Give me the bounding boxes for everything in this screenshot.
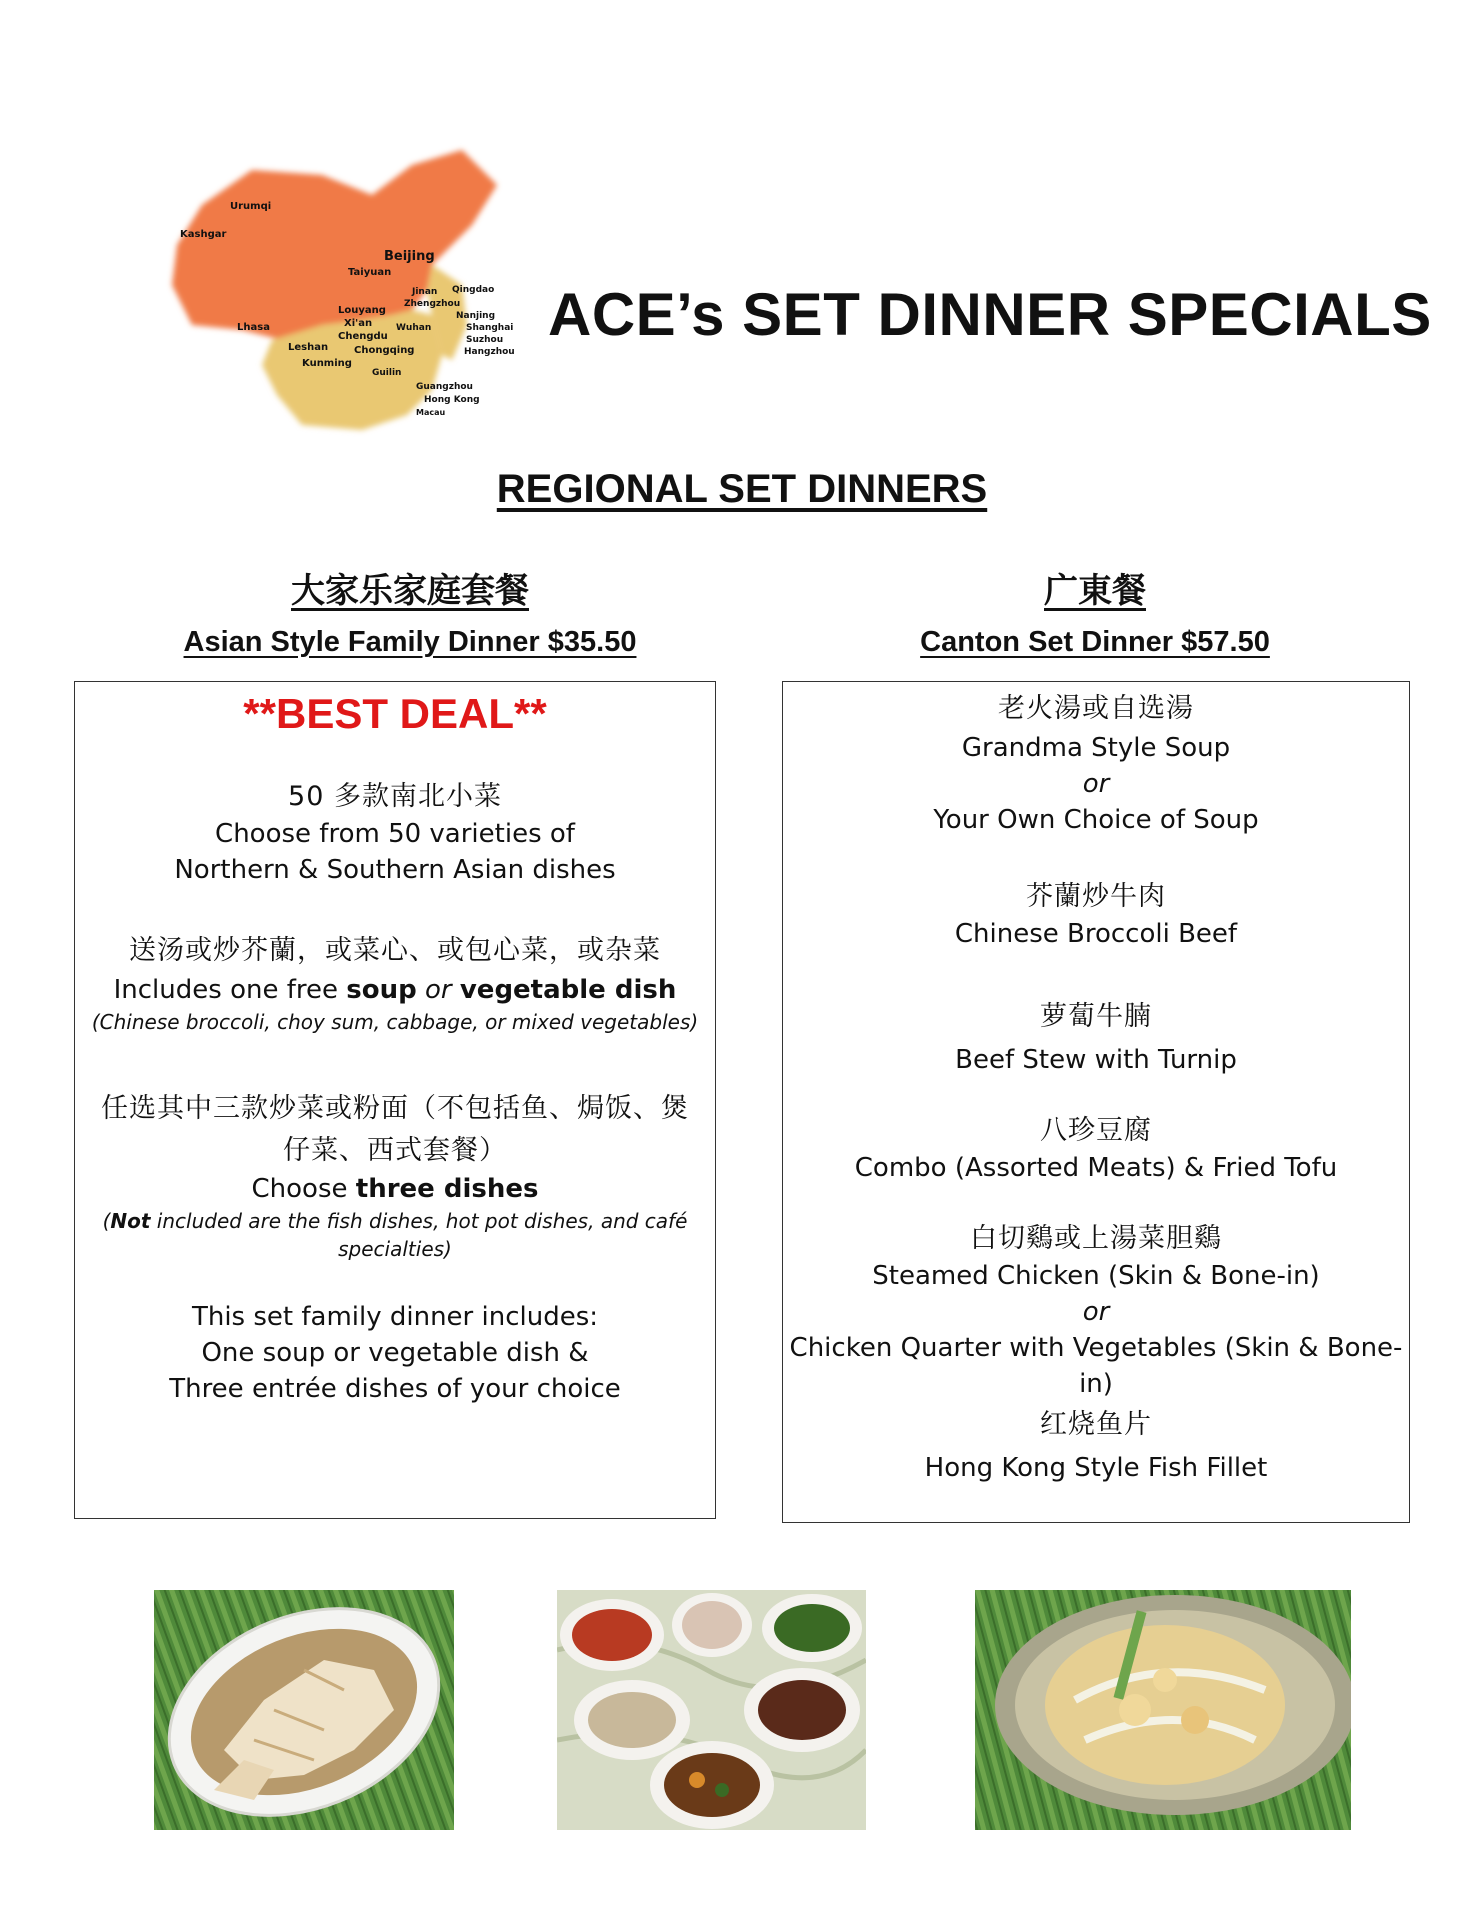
beef-stew-en: Beef Stew with Turnip xyxy=(955,1045,1237,1075)
item-tofu xyxy=(783,1112,1409,1186)
map-city-label: Leshan xyxy=(288,342,329,353)
canton-dinner-title-en: Canton Set Dinner $57.50 xyxy=(920,626,1270,658)
item-chicken xyxy=(783,1220,1409,1402)
three-dishes-zh-1: 任选其中三款炒菜或粉面（不包括鱼、焗饭、煲 xyxy=(101,1093,689,1124)
canton-dinner-heading xyxy=(775,563,1415,659)
item-soup xyxy=(783,690,1409,838)
map-city-label: Hong Kong xyxy=(424,395,480,405)
family-dinner-box xyxy=(74,681,716,1519)
item-beef-stew xyxy=(783,998,1409,1078)
fish-en: Hong Kong Style Fish Fillet xyxy=(924,1453,1268,1483)
broccoli-beef-zh: 芥蘭炒牛肉 xyxy=(1026,881,1166,912)
map-city-label: Lhasa xyxy=(237,322,270,333)
family-dinner-title-zh: 大家乐家庭套餐 xyxy=(291,572,529,610)
map-city-label: Chongqing xyxy=(354,345,415,356)
map-city-label: Guilin xyxy=(372,368,402,378)
chicken-or: or xyxy=(1082,1297,1110,1327)
three-dishes-en-pre: Choose xyxy=(251,1174,356,1204)
soup-en-2: Your Own Choice of Soup xyxy=(933,805,1259,835)
section-title xyxy=(0,467,1484,512)
map-city-label: Nanjing xyxy=(456,311,496,321)
soup-zh: 老火湯或自选湯 xyxy=(998,693,1194,724)
free-soup-en-soup: soup xyxy=(346,975,417,1005)
three-dishes-note-2: specialties) xyxy=(338,1237,452,1261)
steamed-chicken-photo xyxy=(154,1590,454,1830)
three-dishes-en xyxy=(75,1171,715,1207)
tofu-zh: 八珍豆腐 xyxy=(1040,1115,1152,1146)
best-deal-badge: **BEST DEAL** xyxy=(243,690,547,737)
block-choose-varieties xyxy=(75,778,715,888)
canton-dinner-title-zh: 广東餐 xyxy=(1044,572,1146,610)
map-city-label: Urumqi xyxy=(230,201,272,212)
family-dinner-title-en: Asian Style Family Dinner $35.50 xyxy=(183,626,637,658)
broccoli-beef-en: Chinese Broccoli Beef xyxy=(954,919,1238,949)
includes-line-2: One soup or vegetable dish & xyxy=(201,1338,589,1368)
map-city-label: Chengdu xyxy=(338,331,388,342)
three-dishes-note-open: ( xyxy=(102,1209,111,1233)
three-dishes-zh-2: 仔菜、西式套餐） xyxy=(283,1135,507,1166)
varieties-en-1: Choose from 50 varieties of xyxy=(215,819,575,849)
page-title: ACE’s SET DINNER SPECIALS xyxy=(548,281,1432,348)
includes-line-1: This set family dinner includes: xyxy=(191,1302,599,1332)
free-soup-en-or: or xyxy=(424,975,452,1005)
free-soup-en-veg: vegetable dish xyxy=(459,975,677,1005)
map-city-label: Suzhou xyxy=(466,335,504,345)
fish-zh: 红烧鱼片 xyxy=(1040,1409,1152,1440)
map-city-labels xyxy=(162,125,532,447)
three-dishes-note xyxy=(75,1207,715,1235)
map-city-label: Zhengzhou xyxy=(404,299,461,309)
map-city-label: Louyang xyxy=(338,305,386,316)
map-city-label: Beijing xyxy=(384,249,435,264)
item-fish xyxy=(783,1406,1409,1486)
map-city-label: Xi'an xyxy=(344,318,373,329)
free-soup-en-pre: Includes one free xyxy=(113,975,347,1005)
beef-stew-zh: 萝蔔牛腩 xyxy=(1040,1001,1152,1032)
free-soup-note: (Chinese broccoli, choy sum, cabbage, or mixed vegetables) xyxy=(91,1010,699,1034)
map-city-label: Taiyuan xyxy=(348,267,392,278)
free-soup-en xyxy=(75,972,715,1008)
map-city-label: Kashgar xyxy=(180,229,227,240)
map-city-label: Shanghai xyxy=(466,323,514,333)
map-city-label: Kunming xyxy=(302,358,352,369)
assorted-dishes-photo xyxy=(557,1590,866,1830)
three-dishes-note-not: Not xyxy=(110,1209,151,1233)
fish-fillet-photo xyxy=(975,1590,1351,1830)
map-city-label: Wuhan xyxy=(396,323,432,333)
chicken-zh: 白切鷄或上湯菜胆鷄 xyxy=(970,1223,1222,1254)
tofu-en: Combo (Assorted Meats) & Fried Tofu xyxy=(854,1153,1338,1183)
map-city-label: Guangzhou xyxy=(416,382,473,392)
map-city-label: Jinan xyxy=(412,287,438,297)
soup-or: or xyxy=(1082,769,1110,799)
chicken-en-1: Steamed Chicken (Skin & Bone-in) xyxy=(872,1261,1320,1291)
block-three-dishes xyxy=(75,1087,715,1263)
varieties-zh: 50 多款南北小菜 xyxy=(288,781,502,812)
map-city-label: Qingdao xyxy=(452,285,495,295)
includes-line-3: Three entrée dishes of your choice xyxy=(169,1374,621,1404)
family-dinner-heading xyxy=(90,563,730,659)
block-free-soup xyxy=(75,932,715,1036)
soup-en-1: Grandma Style Soup xyxy=(961,733,1231,763)
item-broccoli-beef xyxy=(783,878,1409,952)
section-title-text: REGIONAL SET DINNERS xyxy=(496,467,988,511)
three-dishes-en-bold: three dishes xyxy=(355,1174,539,1204)
canton-dinner-box xyxy=(782,681,1410,1523)
chicken-en-2: Chicken Quarter with Vegetables (Skin & Bone-in) xyxy=(789,1333,1403,1399)
map-city-label: Macau xyxy=(416,408,446,417)
block-includes xyxy=(75,1299,715,1407)
map-city-label: Hangzhou xyxy=(464,347,515,357)
free-soup-zh: 送汤或炒芥蘭，或菜心、或包心菜，或杂菜 xyxy=(129,935,661,966)
three-dishes-note-rest-1: included are the fish dishes, hot pot dishes, and café xyxy=(150,1209,688,1233)
varieties-en-2: Northern & Southern Asian dishes xyxy=(174,855,616,885)
